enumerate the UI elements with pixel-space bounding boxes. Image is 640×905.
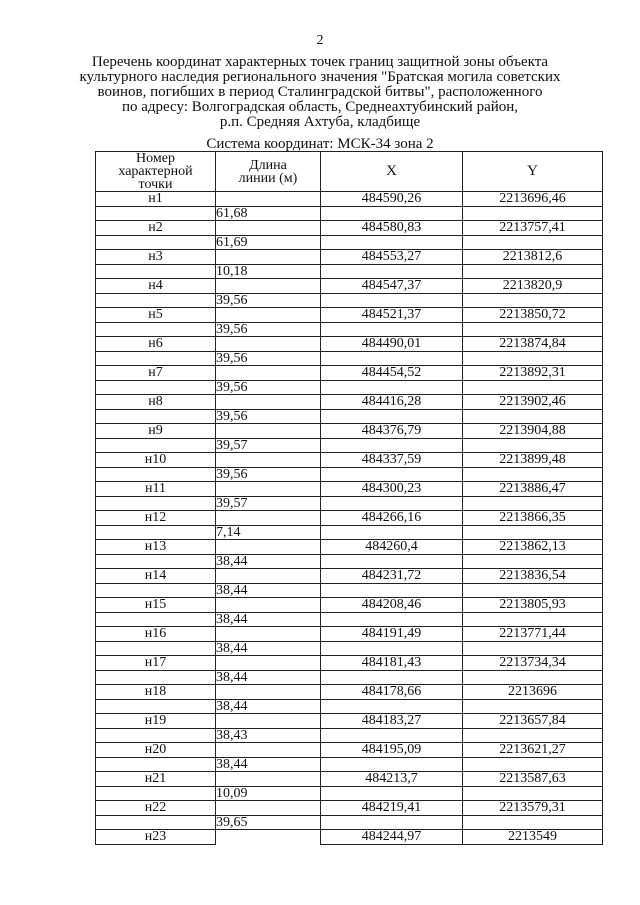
- point-name-cell: н18: [96, 685, 216, 700]
- segment-row: [96, 700, 603, 714]
- segment-spacer-cell: [321, 265, 463, 279]
- segment-spacer-cell: [463, 787, 603, 801]
- point-name-cell: н16: [96, 627, 216, 642]
- segment-length-cell: 38,44: [216, 700, 321, 714]
- length-cell-empty: [216, 511, 321, 526]
- segment-spacer-cell: [321, 555, 463, 569]
- segment-row: [96, 410, 603, 424]
- segment-spacer-cell: [463, 555, 603, 569]
- table-row: [96, 714, 603, 729]
- title-line: воинов, погибших в период Сталинградской битвы", расположенного: [97, 84, 543, 100]
- point-name-cell: н13: [96, 540, 216, 555]
- segment-spacer-cell: [463, 526, 603, 540]
- y-coordinate-cell: 2213820,9: [463, 279, 603, 294]
- table-row: [96, 656, 603, 671]
- length-cell-empty: [216, 714, 321, 729]
- length-cell-empty: [216, 743, 321, 758]
- y-coordinate-cell: 2213805,93: [463, 598, 603, 613]
- segment-spacer-cell: [96, 236, 216, 250]
- segment-row: [96, 816, 603, 830]
- point-name-cell: н10: [96, 453, 216, 468]
- segment-spacer-cell: [96, 410, 216, 424]
- segment-spacer-cell: [463, 642, 603, 656]
- segment-spacer-cell: [463, 700, 603, 714]
- y-coordinate-cell: 2213579,31: [463, 801, 603, 816]
- table-row: [96, 221, 603, 236]
- segment-spacer-cell: [96, 323, 216, 337]
- length-cell-empty: [216, 192, 321, 207]
- segment-length-cell: 61,69: [216, 236, 321, 250]
- y-coordinate-cell: 2213696: [463, 685, 603, 700]
- y-coordinate-cell: 2213874,84: [463, 337, 603, 352]
- point-name-cell: н14: [96, 569, 216, 584]
- segment-spacer-cell: [463, 323, 603, 337]
- y-coordinate-cell: 2213621,27: [463, 743, 603, 758]
- x-coordinate-cell: 484191,49: [321, 627, 463, 642]
- x-coordinate-cell: 484416,28: [321, 395, 463, 410]
- segment-length-cell: 38,43: [216, 729, 321, 743]
- table-row: [96, 743, 603, 758]
- table-row: [96, 627, 603, 642]
- segment-spacer-cell: [463, 613, 603, 627]
- segment-spacer-cell: [321, 526, 463, 540]
- x-coordinate-cell: 484178,66: [321, 685, 463, 700]
- length-cell-empty: [216, 453, 321, 468]
- x-coordinate-cell: 484219,41: [321, 801, 463, 816]
- x-coordinate-cell: 484266,16: [321, 511, 463, 526]
- segment-spacer-cell: [463, 497, 603, 511]
- title-line: по адресу: Волгоградская область, Среднеахтубинский район,: [121, 99, 519, 115]
- point-name-cell: н8: [96, 395, 216, 410]
- table-row: [96, 772, 603, 787]
- length-cell-empty: [216, 279, 321, 294]
- y-coordinate-cell: 2213892,31: [463, 366, 603, 381]
- header-point-line: точки: [138, 177, 173, 192]
- header-point-line: Номер: [136, 151, 175, 166]
- segment-row: [96, 584, 603, 598]
- x-coordinate-cell: 484181,43: [321, 656, 463, 671]
- length-cell-empty: [216, 830, 321, 845]
- segment-row: [96, 381, 603, 395]
- segment-spacer-cell: [463, 294, 603, 308]
- y-coordinate-cell: 2213771,44: [463, 627, 603, 642]
- table-row: [96, 308, 603, 323]
- header-length-line: Длина: [249, 157, 287, 173]
- x-coordinate-cell: 484244,97: [321, 830, 463, 845]
- y-coordinate-cell: 2213866,35: [463, 511, 603, 526]
- segment-spacer-cell: [321, 729, 463, 743]
- segment-row: [96, 468, 603, 482]
- segment-spacer-cell: [321, 613, 463, 627]
- segment-spacer-cell: [96, 671, 216, 685]
- header-point-number: [96, 152, 216, 192]
- table-row: [96, 453, 603, 468]
- point-name-cell: н21: [96, 772, 216, 787]
- segment-length-cell: 39,56: [216, 323, 321, 337]
- point-name-cell: н15: [96, 598, 216, 613]
- segment-spacer-cell: [96, 497, 216, 511]
- y-coordinate-cell: 2213587,63: [463, 772, 603, 787]
- length-cell-empty: [216, 395, 321, 410]
- table-row: [96, 250, 603, 265]
- segment-length-cell: 38,44: [216, 584, 321, 598]
- length-cell-empty: [216, 250, 321, 265]
- length-cell-empty: [216, 685, 321, 700]
- segment-spacer-cell: [96, 613, 216, 627]
- segment-spacer-cell: [463, 729, 603, 743]
- segment-row: [96, 526, 603, 540]
- coordinate-system-label: Система координат: МСК-34 зона 2: [206, 136, 434, 152]
- length-cell-empty: [216, 598, 321, 613]
- segment-spacer-cell: [463, 816, 603, 830]
- table-row: [96, 511, 603, 526]
- length-cell-empty: [216, 337, 321, 352]
- segment-row: [96, 236, 603, 250]
- y-coordinate-cell: 2213734,34: [463, 656, 603, 671]
- length-cell-empty: [216, 221, 321, 236]
- segment-spacer-cell: [321, 294, 463, 308]
- y-coordinate-cell: 2213757,41: [463, 221, 603, 236]
- page-number: 2: [316, 33, 324, 48]
- point-name-cell: н22: [96, 801, 216, 816]
- segment-length-cell: 38,44: [216, 671, 321, 685]
- segment-row: [96, 207, 603, 221]
- segment-spacer-cell: [96, 468, 216, 482]
- segment-length-cell: 39,56: [216, 294, 321, 308]
- segment-length-cell: 39,65: [216, 816, 321, 830]
- segment-row: [96, 323, 603, 337]
- segment-length-cell: 39,56: [216, 410, 321, 424]
- segment-length-cell: 38,44: [216, 642, 321, 656]
- segment-spacer-cell: [96, 787, 216, 801]
- point-name-cell: н4: [96, 279, 216, 294]
- segment-length-cell: 39,57: [216, 497, 321, 511]
- x-coordinate-cell: 484454,52: [321, 366, 463, 381]
- segment-spacer-cell: [96, 207, 216, 221]
- length-cell-empty: [216, 366, 321, 381]
- segment-spacer-cell: [463, 352, 603, 366]
- segment-length-cell: 10,09: [216, 787, 321, 801]
- segment-spacer-cell: [321, 381, 463, 395]
- point-name-cell: н3: [96, 250, 216, 265]
- segment-row: [96, 294, 603, 308]
- point-name-cell: н5: [96, 308, 216, 323]
- table-row: [96, 395, 603, 410]
- table-row: [96, 540, 603, 555]
- segment-length-cell: 38,44: [216, 613, 321, 627]
- length-cell-empty: [216, 656, 321, 671]
- y-coordinate-cell: 2213904,88: [463, 424, 603, 439]
- segment-spacer-cell: [96, 294, 216, 308]
- segment-spacer-cell: [96, 381, 216, 395]
- segment-row: [96, 352, 603, 366]
- x-coordinate-cell: 484337,59: [321, 453, 463, 468]
- segment-spacer-cell: [96, 729, 216, 743]
- segment-length-cell: 7,14: [216, 526, 321, 540]
- table-row: [96, 337, 603, 352]
- segment-spacer-cell: [321, 207, 463, 221]
- segment-spacer-cell: [463, 758, 603, 772]
- segment-spacer-cell: [463, 468, 603, 482]
- header-line-length: [216, 152, 321, 192]
- x-coordinate-cell: 484231,72: [321, 569, 463, 584]
- y-coordinate-cell: 2213549: [463, 830, 603, 845]
- point-name-cell: н11: [96, 482, 216, 497]
- segment-length-cell: 39,56: [216, 468, 321, 482]
- point-name-cell: н17: [96, 656, 216, 671]
- segment-row: [96, 758, 603, 772]
- header-y: Y: [463, 152, 603, 192]
- segment-spacer-cell: [96, 700, 216, 714]
- length-cell-empty: [216, 482, 321, 497]
- segment-spacer-cell: [463, 439, 603, 453]
- segment-spacer-cell: [96, 555, 216, 569]
- y-coordinate-cell: 2213812,6: [463, 250, 603, 265]
- length-cell-empty: [216, 801, 321, 816]
- segment-spacer-cell: [321, 439, 463, 453]
- title-line: Перечень координат характерных точек границ защитной зоны объекта: [91, 54, 549, 70]
- table-row: [96, 598, 603, 613]
- document-title: [60, 55, 580, 130]
- header-x: X: [321, 152, 463, 192]
- y-coordinate-cell: 2213850,72: [463, 308, 603, 323]
- point-name-cell: н23: [96, 830, 216, 845]
- x-coordinate-cell: 484553,27: [321, 250, 463, 265]
- y-coordinate-cell: 2213657,84: [463, 714, 603, 729]
- table-row: [96, 279, 603, 294]
- x-coordinate-cell: 484208,46: [321, 598, 463, 613]
- segment-spacer-cell: [321, 352, 463, 366]
- title-line: р.п. Средняя Ахтуба, кладбище: [219, 114, 421, 130]
- segment-spacer-cell: [96, 816, 216, 830]
- segment-row: [96, 671, 603, 685]
- x-coordinate-cell: 484590,26: [321, 192, 463, 207]
- segment-row: [96, 265, 603, 279]
- x-coordinate-cell: 484195,09: [321, 743, 463, 758]
- table-row: [96, 830, 603, 845]
- segment-length-cell: 61,68: [216, 207, 321, 221]
- segment-spacer-cell: [321, 497, 463, 511]
- segment-spacer-cell: [321, 410, 463, 424]
- segment-row: [96, 555, 603, 569]
- y-coordinate-cell: 2213696,46: [463, 192, 603, 207]
- x-coordinate-cell: 484183,27: [321, 714, 463, 729]
- segment-spacer-cell: [321, 323, 463, 337]
- length-cell-empty: [216, 540, 321, 555]
- length-cell-empty: [216, 308, 321, 323]
- header-length-line: линии (м): [238, 170, 298, 186]
- segment-spacer-cell: [96, 526, 216, 540]
- segment-row: [96, 642, 603, 656]
- segment-spacer-cell: [96, 758, 216, 772]
- x-coordinate-cell: 484580,83: [321, 221, 463, 236]
- segment-length-cell: 39,57: [216, 439, 321, 453]
- segment-spacer-cell: [321, 468, 463, 482]
- segment-spacer-cell: [321, 758, 463, 772]
- point-name-cell: н19: [96, 714, 216, 729]
- x-coordinate-cell: 484490,01: [321, 337, 463, 352]
- segment-spacer-cell: [321, 816, 463, 830]
- segment-row: [96, 729, 603, 743]
- segment-row: [96, 787, 603, 801]
- segment-spacer-cell: [463, 236, 603, 250]
- x-coordinate-cell: 484300,23: [321, 482, 463, 497]
- y-coordinate-cell: 2213886,47: [463, 482, 603, 497]
- length-cell-empty: [216, 424, 321, 439]
- point-name-cell: н20: [96, 743, 216, 758]
- table-row: [96, 801, 603, 816]
- point-name-cell: н6: [96, 337, 216, 352]
- header-point-line: характерной: [118, 164, 193, 179]
- segment-spacer-cell: [96, 352, 216, 366]
- table-header-row: [96, 152, 603, 192]
- point-name-cell: н9: [96, 424, 216, 439]
- segment-spacer-cell: [463, 671, 603, 685]
- segment-spacer-cell: [96, 642, 216, 656]
- segment-spacer-cell: [321, 700, 463, 714]
- segment-spacer-cell: [321, 236, 463, 250]
- segment-row: [96, 439, 603, 453]
- segment-spacer-cell: [321, 787, 463, 801]
- table-row: [96, 366, 603, 381]
- x-coordinate-cell: 484213,7: [321, 772, 463, 787]
- table-row: [96, 685, 603, 700]
- segment-row: [96, 613, 603, 627]
- y-coordinate-cell: 2213862,13: [463, 540, 603, 555]
- y-coordinate-cell: 2213902,46: [463, 395, 603, 410]
- segment-spacer-cell: [463, 207, 603, 221]
- length-cell-empty: [216, 627, 321, 642]
- segment-spacer-cell: [463, 381, 603, 395]
- y-coordinate-cell: 2213836,54: [463, 569, 603, 584]
- x-coordinate-cell: 484376,79: [321, 424, 463, 439]
- x-coordinate-cell: 484260,4: [321, 540, 463, 555]
- segment-spacer-cell: [96, 439, 216, 453]
- segment-spacer-cell: [463, 265, 603, 279]
- segment-length-cell: 39,56: [216, 352, 321, 366]
- title-line: культурного наследия регионального значения "Братская могила советских: [79, 69, 561, 85]
- point-name-cell: н1: [96, 192, 216, 207]
- length-cell-empty: [216, 569, 321, 584]
- point-name-cell: н12: [96, 511, 216, 526]
- x-coordinate-cell: 484521,37: [321, 308, 463, 323]
- point-name-cell: н7: [96, 366, 216, 381]
- x-coordinate-cell: 484547,37: [321, 279, 463, 294]
- table-row: [96, 192, 603, 207]
- segment-spacer-cell: [321, 584, 463, 598]
- segment-spacer-cell: [463, 584, 603, 598]
- segment-length-cell: 38,44: [216, 758, 321, 772]
- point-name-cell: н2: [96, 221, 216, 236]
- segment-spacer-cell: [321, 642, 463, 656]
- table-row: [96, 424, 603, 439]
- y-coordinate-cell: 2213899,48: [463, 453, 603, 468]
- segment-spacer-cell: [463, 410, 603, 424]
- segment-length-cell: 10,18: [216, 265, 321, 279]
- segment-length-cell: 39,56: [216, 381, 321, 395]
- segment-spacer-cell: [96, 265, 216, 279]
- segment-length-cell: 38,44: [216, 555, 321, 569]
- table-body: [96, 192, 603, 845]
- segment-row: [96, 497, 603, 511]
- table-row: [96, 569, 603, 584]
- coordinates-table: [95, 151, 603, 845]
- table-row: [96, 482, 603, 497]
- segment-spacer-cell: [321, 671, 463, 685]
- length-cell-empty: [216, 772, 321, 787]
- segment-spacer-cell: [96, 584, 216, 598]
